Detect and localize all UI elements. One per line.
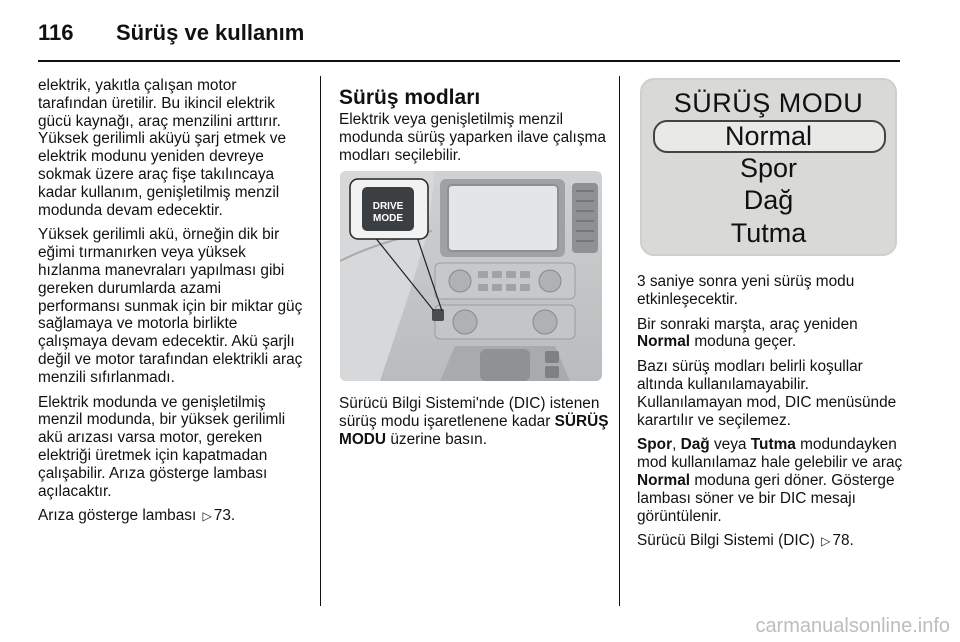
column-right	[637, 273, 907, 558]
display-title: SÜRÜŞ MODU	[673, 88, 864, 118]
caption-text: Sürücü Bilgi Sistemi'nde (DIC) istenen sürüş modu işaretlenene kadar	[339, 395, 600, 430]
paragraph: elektrik, yakıtla çalışan motor tarafından üretilir. Bu ikincil elektrik gücü kaynağı, araç menzilini arttırır. Yüksek gerilimli aküyü şarj etmek ve elektrik modunu yeniden devreye sokmak üzere araç fişe takılıncaya kadar kullanım, genişletilmiş menzil modunda devam edecektir.	[38, 77, 287, 219]
page-number: 116	[38, 20, 74, 45]
bold-term: Spor	[637, 436, 673, 454]
paragraph	[637, 532, 907, 551]
column-divider-left	[320, 76, 321, 606]
subsection-heading: Sürüş modları	[339, 86, 481, 109]
caption-bold-term: SÜRÜŞ MODU	[339, 412, 609, 448]
paragraph-text: Bir sonraki marşta, araç yeniden	[637, 315, 858, 333]
column-middle	[339, 87, 607, 171]
paragraph: Elektrik veya genişletilmiş menzil modunda sürüş yaparken ilave çalışma modları seçilebilir.	[339, 111, 606, 164]
watermark: carmanualsonline.info	[755, 615, 950, 637]
paragraph: Elektrik modunda ve genişletilmiş menzil modunda, bir yüksek gerilimli akü arızası varsa motor, gereken elektriği üretmek için kapatmadan çalışabilir. Arıza gösterge lambası açılacaktır.	[38, 393, 286, 500]
display-option-normal: Normal	[724, 121, 812, 151]
button-label-line: DRIVE	[372, 201, 404, 212]
caption-text: üzerine basın.	[390, 430, 487, 448]
header-divider	[38, 60, 900, 62]
dashboard-console-photo	[340, 171, 602, 381]
section-title: Sürüş ve kullanım	[116, 20, 305, 45]
paragraph	[637, 316, 907, 352]
page-reference-link[interactable]: 73.	[213, 507, 236, 525]
paragraph	[637, 436, 907, 525]
button-label-line: MODE	[373, 213, 403, 224]
separator: ,	[672, 436, 677, 454]
photo-caption	[339, 395, 609, 448]
column-left	[38, 77, 306, 533]
bold-term: Normal	[637, 471, 691, 489]
page-reference-arrow-icon: ▷	[202, 509, 212, 524]
paragraph-text: moduna geçer.	[694, 333, 797, 351]
display-option-tutma: Tutma	[730, 218, 807, 248]
paragraph-text: moduna geri döner. Gösterge lambası söner ve bir DIC mesajı görüntülenir.	[637, 471, 895, 525]
display-option-dag: Dağ	[743, 185, 794, 215]
paragraph-text: veya	[713, 436, 747, 454]
paragraph	[38, 507, 306, 526]
column-divider-right	[619, 76, 620, 606]
bold-term: Dağ	[680, 436, 710, 454]
bold-term: Normal	[637, 333, 691, 351]
page-reference-arrow-icon: ▷	[821, 534, 831, 549]
reference-text: Arıza gösterge lambası	[38, 507, 197, 525]
bold-term: Tutma	[750, 436, 796, 454]
paragraph: Yüksek gerilimli akü, örneğin dik bir eğimi tırmanırken veya yüksek hızlanma manevraları yapılması gibi gereken durumlarda azami performansı sunmak için bir miktar güç sağlamaya ve motorla birlikte çalışmaya devam edecektir. Akü şarjlı değil ve motor tarafından elektrikli araç menzili sıfırlanmadı.	[38, 226, 303, 386]
paragraph: 3 saniye sonra yeni sürüş modu etkinleşecektir.	[637, 273, 855, 308]
page-reference-link[interactable]: 78.	[832, 532, 854, 550]
drive-mode-button-label	[362, 201, 414, 225]
page-header	[38, 16, 900, 60]
paragraph: Bazı sürüş modları belirli koşullar altında kullanılamayabilir. Kullanılamayan mod, DIC menüsünde karartılır ve seçilemez.	[637, 358, 897, 429]
display-option-spor: Spor	[739, 153, 798, 183]
reference-text: Sürücü Bilgi Sistemi (DIC)	[637, 532, 815, 550]
drive-mode-display	[640, 78, 897, 256]
paragraph-text: modundayken mod kullanılamaz hale gelebilir ve araç	[637, 436, 903, 472]
